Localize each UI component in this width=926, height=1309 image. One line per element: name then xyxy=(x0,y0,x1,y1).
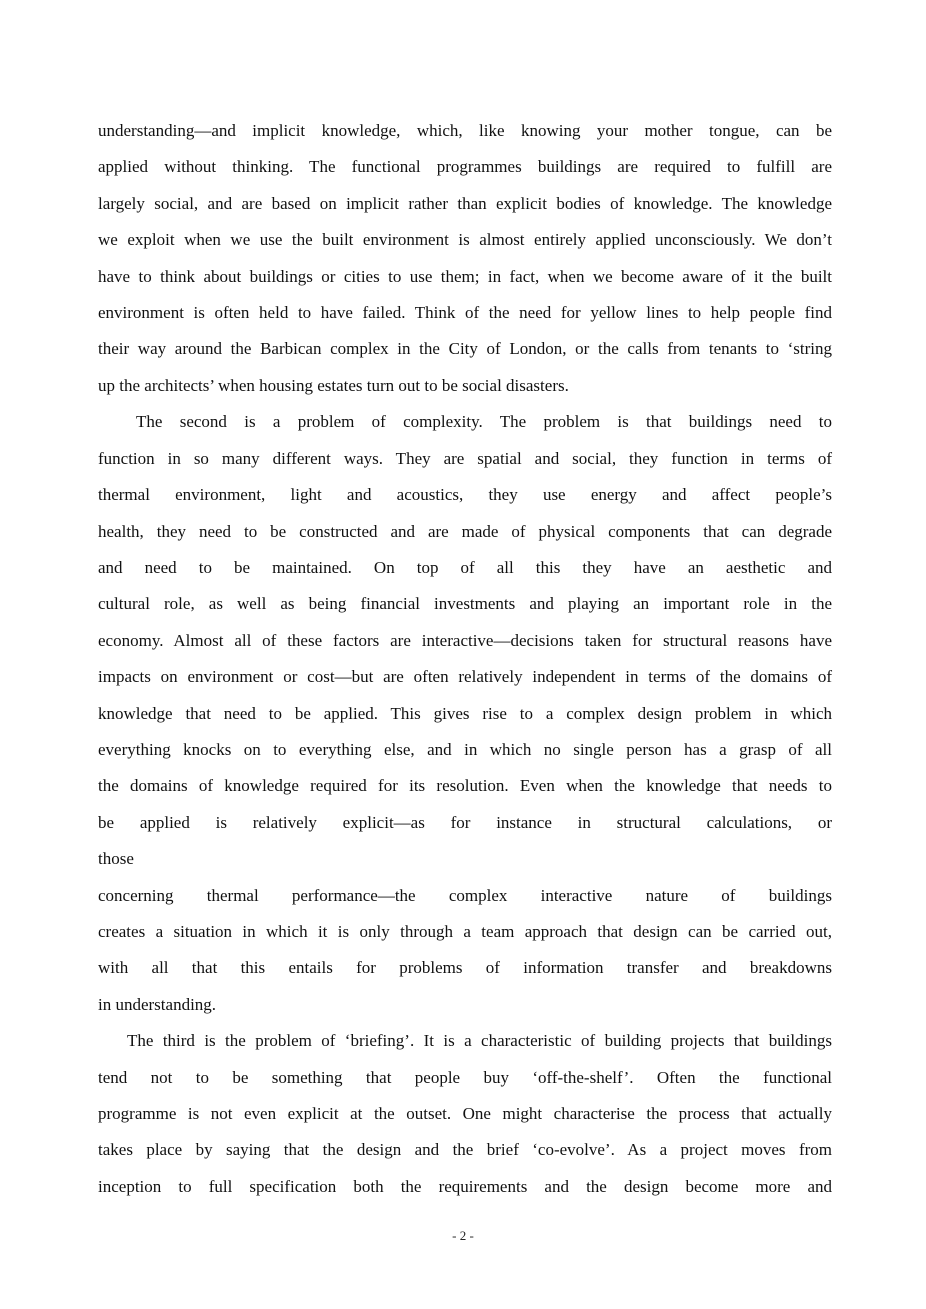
text-line: programme is not even explicit at the outset. One might characterise the process that actually xyxy=(98,1104,832,1123)
text-line: have to think about buildings or cities to use them; in fact, when we become aware of it the built xyxy=(98,267,832,286)
text-line: the domains of knowledge required for its resolution. Even when the knowledge that needs to xyxy=(98,776,832,795)
text-line: and need to be maintained. On top of all this they have an aesthetic and xyxy=(98,558,832,577)
text-line: concerning thermal performance—the complex interactive nature of buildings xyxy=(98,886,832,905)
paragraph-first-line: The third is the problem of ‘briefing’. It is a characteristic of building projects that buildings xyxy=(127,1031,832,1050)
text-line: with all that this entails for problems of information transfer and breakdowns xyxy=(98,958,832,977)
text-line: be applied is relatively explicit—as for instance in structural calculations, or xyxy=(98,813,832,832)
text-line: function in so many different ways. They are spatial and social, they function in terms of xyxy=(98,449,832,468)
text-line: those xyxy=(98,849,134,868)
text-line: we exploit when we use the built environment is almost entirely applied unconsciously. We don’t xyxy=(98,230,832,249)
text-line: impacts on environment or cost—but are often relatively independent in terms of the domains of xyxy=(98,667,832,686)
text-line: takes place by saying that the design and the brief ‘co-evolve’. As a project moves from xyxy=(98,1140,832,1159)
text-line: cultural role, as well as being financial investments and playing an important role in the xyxy=(98,594,832,613)
text-line: economy. Almost all of these factors are interactive—decisions taken for structural reasons have xyxy=(98,631,832,650)
text-line: thermal environment, light and acoustics, they use energy and affect people’s xyxy=(98,485,832,504)
text-line: environment is often held to have failed. Think of the need for yellow lines to help people find xyxy=(98,303,832,322)
text-line: up the architects’ when housing estates turn out to be social disasters. xyxy=(98,376,569,395)
text-line: in understanding. xyxy=(98,995,217,1014)
text-line: health, they need to be constructed and are made of physical components that can degrade xyxy=(98,522,832,541)
text-line: their way around the Barbican complex in the City of London, or the calls from tenants to ‘string xyxy=(98,339,832,358)
paragraph-first-line: The second is a problem of complexity. The problem is that buildings need to xyxy=(136,412,832,431)
text-line: inception to full specification both the requirements and the design become more and xyxy=(98,1177,832,1196)
text-line: understanding—and implicit knowledge, which, like knowing your mother tongue, can be xyxy=(98,121,832,140)
text-line: knowledge that need to be applied. This gives rise to a complex design problem in which xyxy=(98,704,832,723)
text-line: creates a situation in which it is only through a team approach that design can be carried out, xyxy=(98,922,832,941)
text-line: tend not to be something that people buy ‘off-the-shelf’. Often the functional xyxy=(98,1068,832,1087)
text-line: everything knocks on to everything else, and in which no single person has a grasp of all xyxy=(98,740,832,759)
page-number: - 2 - xyxy=(452,1228,474,1243)
text-line: largely social, and are based on implicit rather than explicit bodies of knowledge. The knowledge xyxy=(98,194,832,213)
text-line: applied without thinking. The functional programmes buildings are required to fulfill are xyxy=(98,157,832,176)
